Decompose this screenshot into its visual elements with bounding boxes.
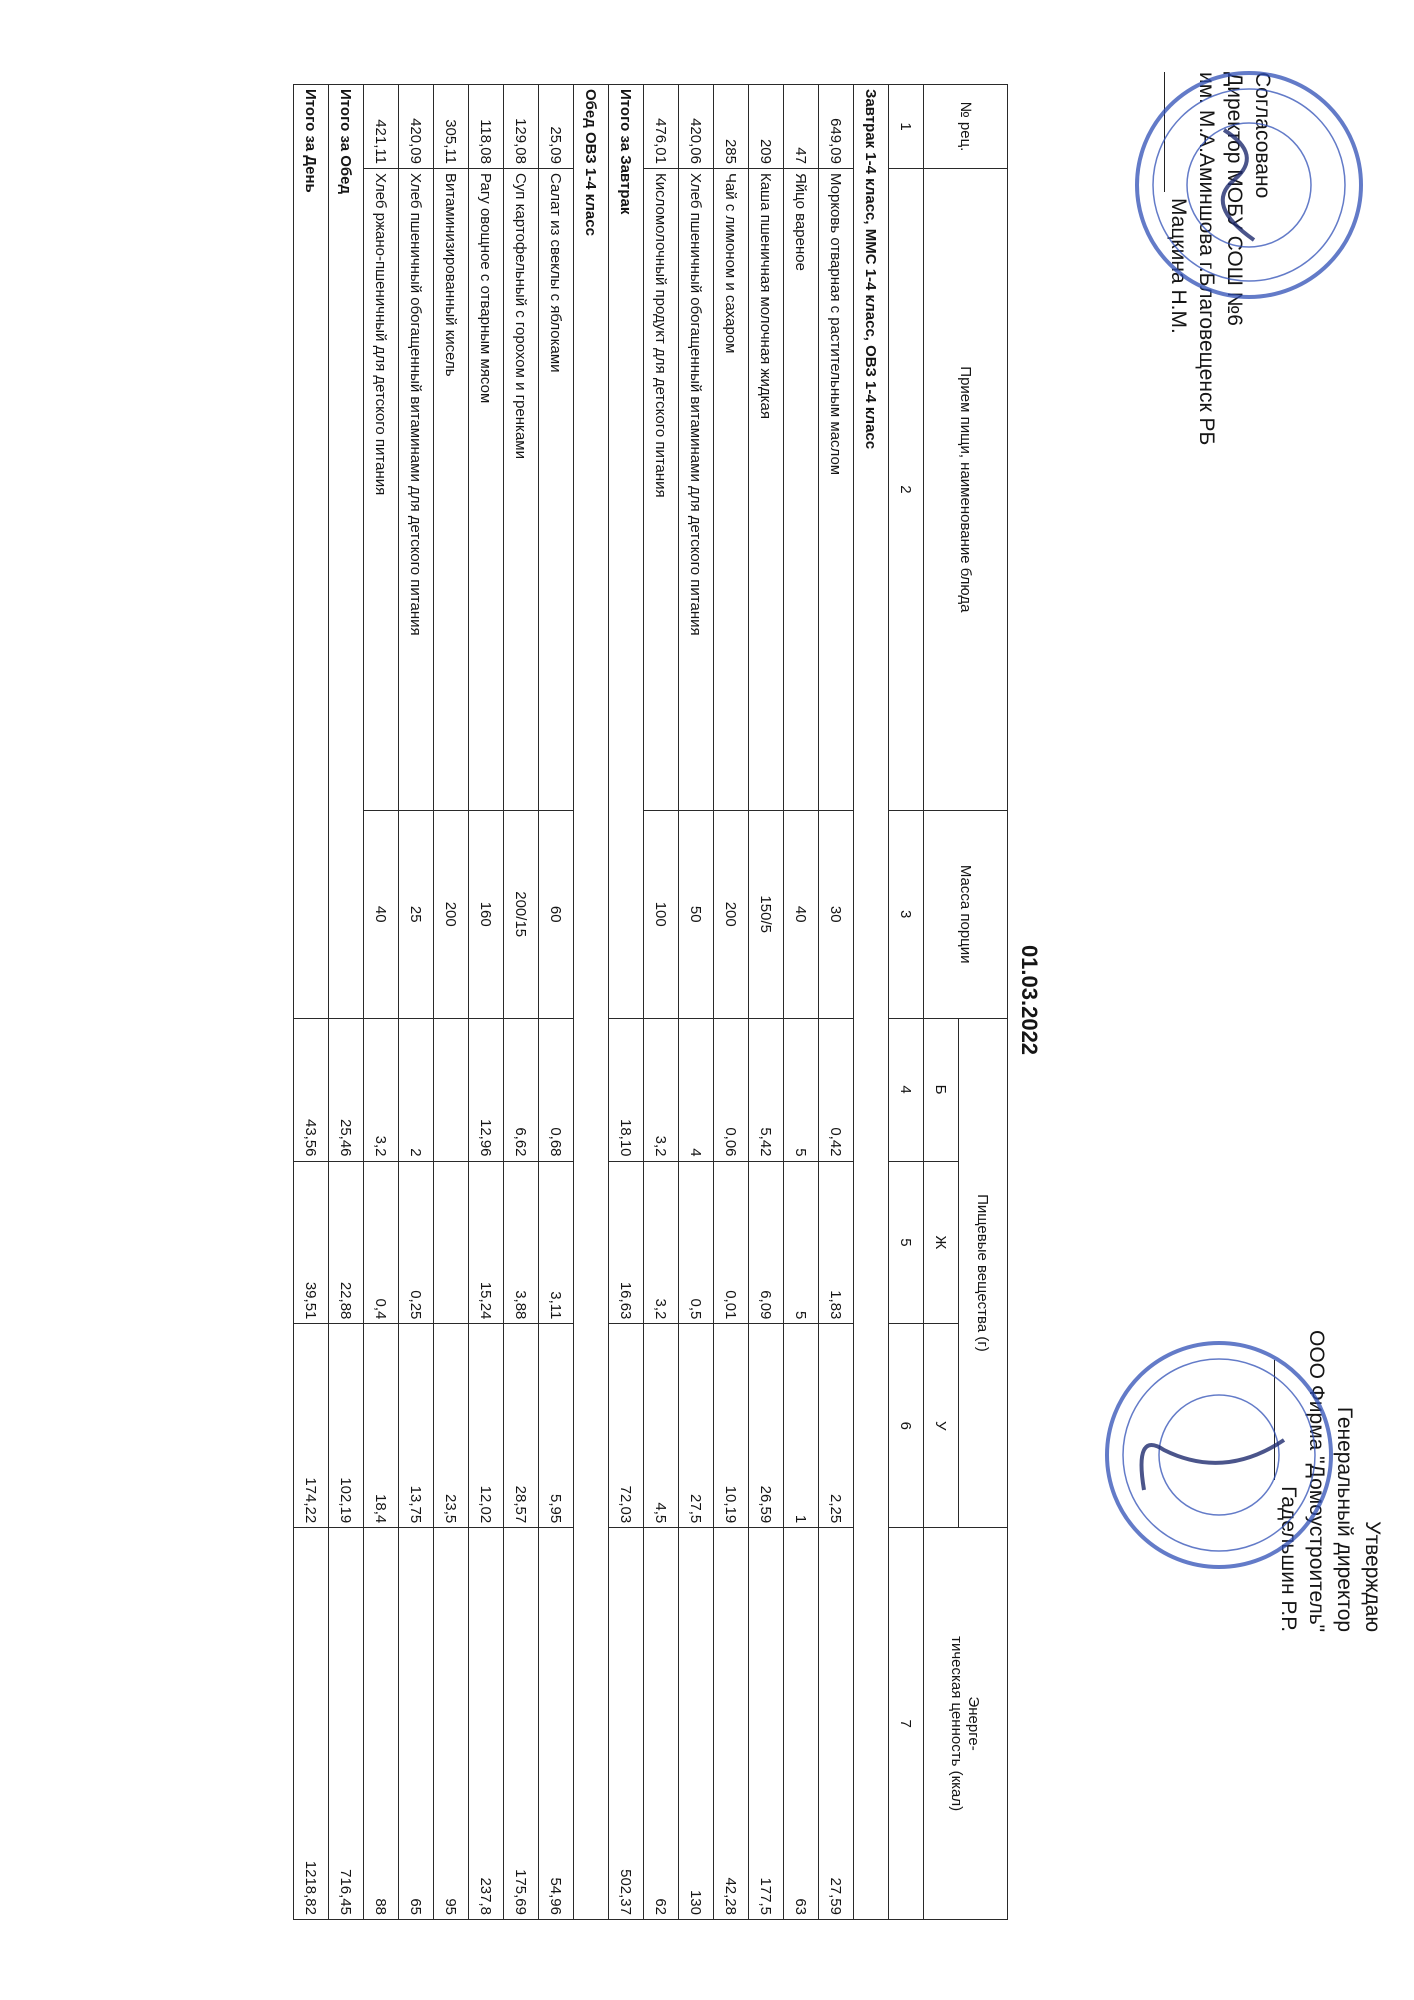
portion-mass: 60 [539, 810, 574, 1018]
carb-value: 23,5 [434, 1324, 469, 1528]
energy-value: 88 [364, 1528, 399, 1920]
total-b: 18,10 [609, 1018, 644, 1161]
table-row [679, 85, 714, 1920]
portion-mass: 200 [434, 810, 469, 1018]
col-number: 4 [889, 1018, 924, 1161]
fat-value [434, 1161, 469, 1324]
fat-value: 6,09 [749, 1161, 784, 1324]
carb-value: 26,59 [749, 1324, 784, 1528]
protein-value: 3,2 [644, 1018, 679, 1161]
col-energy [924, 1528, 1008, 1920]
portion-mass: 200/15 [504, 810, 539, 1018]
fat-value: 0,5 [679, 1161, 714, 1324]
portion-mass: 40 [364, 810, 399, 1018]
total-u: 72,03 [609, 1324, 644, 1528]
fat-value: 1,83 [819, 1161, 854, 1324]
carb-value: 13,75 [399, 1324, 434, 1528]
total-zh: 22,88 [329, 1161, 364, 1324]
energy-value: 177,5 [749, 1528, 784, 1920]
carb-value: 27,5 [679, 1324, 714, 1528]
col-number: 6 [889, 1324, 924, 1528]
col-number: 3 [889, 810, 924, 1018]
protein-value: 12,96 [469, 1018, 504, 1161]
portion-mass: 50 [679, 810, 714, 1018]
col-name: Прием пищи, наименование блюда [924, 168, 1008, 810]
signature-scribble-left [1223, 130, 1254, 240]
total-zh: 39,51 [294, 1161, 329, 1324]
fat-value: 3,88 [504, 1161, 539, 1324]
col-energy-line1: Энерге- [965, 1696, 983, 1751]
carb-value: 4,5 [644, 1324, 679, 1528]
portion-mass: 40 [784, 810, 819, 1018]
carb-value: 10,19 [714, 1324, 749, 1528]
fat-value: 5 [784, 1161, 819, 1324]
fat-value: 0,25 [399, 1161, 434, 1324]
carb-value: 1 [784, 1324, 819, 1528]
protein-value: 4 [679, 1018, 714, 1161]
dish-name: Рагу овощное с отварным мясом [469, 168, 504, 810]
table-header-row [959, 85, 1008, 1920]
protein-value: 5,42 [749, 1018, 784, 1161]
col-number: 2 [889, 168, 924, 810]
carb-value: 2,25 [819, 1324, 854, 1528]
lunch-total-row [329, 85, 364, 1920]
total-energy: 502,37 [609, 1528, 644, 1920]
total-energy: 716,45 [329, 1528, 364, 1920]
table-row [504, 85, 539, 1920]
col-u: У [924, 1324, 959, 1528]
portion-mass: 100 [644, 810, 679, 1018]
total-b: 25,46 [329, 1018, 364, 1161]
breakfast-rows [644, 85, 854, 1920]
total-u: 174,22 [294, 1324, 329, 1528]
dish-name: Хлеб пшеничный обогащенный витаминами для детского питания [399, 168, 434, 810]
protein-value: 0,42 [819, 1018, 854, 1161]
protein-value [434, 1018, 469, 1161]
approval-left-signer: Мацкина Н.М. [1167, 198, 1190, 334]
col-energy-line2: тическая ценность (ккал) [948, 1636, 966, 1812]
portion-mass: 150/5 [749, 810, 784, 1018]
dish-name: Морковь отварная с растительным маслом [819, 168, 854, 810]
dish-name: Каша пшеничная молочная жидкая [749, 168, 784, 810]
energy-value: 130 [679, 1528, 714, 1920]
total-label: Итого за День [294, 85, 329, 1019]
carb-value: 18,4 [364, 1324, 399, 1528]
signature-scribble-right [1142, 1440, 1285, 1490]
dish-name: Салат из свеклы с яблоками [539, 168, 574, 810]
col-number: 1 [889, 85, 924, 169]
col-nutrients: Пищевые вещества (г) [959, 1018, 1008, 1528]
table-row [469, 85, 504, 1920]
menu-date: 01.03.2022 [1017, 944, 1042, 1056]
protein-value: 0,06 [714, 1018, 749, 1161]
energy-value: 65 [399, 1528, 434, 1920]
section-title-row [574, 85, 609, 1920]
fat-value: 0,01 [714, 1161, 749, 1324]
energy-value: 63 [784, 1528, 819, 1920]
energy-value: 54,96 [539, 1528, 574, 1920]
col-number: 7 [889, 1528, 924, 1920]
fat-value: 3,2 [644, 1161, 679, 1324]
total-label: Итого за Обед [329, 85, 364, 1019]
col-zh: Ж [924, 1161, 959, 1324]
recipe-number: 285 [714, 85, 749, 169]
recipe-number: 420,06 [679, 85, 714, 169]
recipe-number: 476,01 [644, 85, 679, 169]
carb-value: 28,57 [504, 1324, 539, 1528]
approval-right-signer: Гадельшин Р.Р. [1277, 1486, 1300, 1633]
recipe-number: 420,09 [399, 85, 434, 169]
protein-value: 6,62 [504, 1018, 539, 1161]
recipe-number: 305,11 [434, 85, 469, 169]
portion-mass: 200 [714, 810, 749, 1018]
breakfast-total-row [609, 85, 644, 1920]
menu-table [293, 84, 1008, 1920]
fat-value: 15,24 [469, 1161, 504, 1324]
school-seal [1124, 60, 1374, 310]
energy-value: 62 [644, 1528, 679, 1920]
table-row [434, 85, 469, 1920]
day-total-row [294, 85, 329, 1920]
protein-value: 5 [784, 1018, 819, 1161]
col-mass: Масса порции [924, 810, 1008, 1018]
table-row [364, 85, 399, 1920]
energy-value: 175,69 [504, 1528, 539, 1920]
dish-name: Чай с лимоном и сахаром [714, 168, 749, 810]
fat-value: 0,4 [364, 1161, 399, 1324]
col-b: Б [924, 1018, 959, 1161]
approval-left-org: им. М.А.Аминшова г.Благовещенск РБ [1195, 72, 1218, 446]
energy-value: 27,59 [819, 1528, 854, 1920]
energy-value: 42,28 [714, 1528, 749, 1920]
breakfast-section-title: Завтрак 1-4 класс, ММС 1-4 класс, ОВЗ 1-4 класс [854, 85, 889, 1920]
approval-right-org: ООО Фирма "Домоустроитель" [1305, 1330, 1328, 1633]
carb-value: 5,95 [539, 1324, 574, 1528]
table-row [784, 85, 819, 1920]
table-row [644, 85, 679, 1920]
portion-mass: 160 [469, 810, 504, 1018]
carb-value: 12,02 [469, 1324, 504, 1528]
dish-name: Кисломолочный продукт для детского питания [644, 168, 679, 810]
lunch-section-title: Обед ОВЗ 1-4 класс [574, 85, 609, 1920]
recipe-number: 118,08 [469, 85, 504, 169]
table-row [749, 85, 784, 1920]
energy-value: 237,8 [469, 1528, 504, 1920]
dish-name: Яйцо вареное [784, 168, 819, 810]
dish-name: Хлеб пшеничный обогащенный витаминами для детского питания [679, 168, 714, 810]
recipe-number: 209 [749, 85, 784, 169]
energy-value: 95 [434, 1528, 469, 1920]
total-u: 102,19 [329, 1324, 364, 1528]
section-title-row [854, 85, 889, 1920]
protein-value: 3,2 [364, 1018, 399, 1161]
protein-value: 2 [399, 1018, 434, 1161]
portion-mass: 30 [819, 810, 854, 1018]
dish-name: Суп картофельный с горохом и гренками [504, 168, 539, 810]
table-row [399, 85, 434, 1920]
total-zh: 16,63 [609, 1161, 644, 1324]
approval-left-title: Согласовано [1251, 72, 1274, 199]
recipe-number: 129,08 [504, 85, 539, 169]
table-row [539, 85, 574, 1920]
approval-right-position: Генеральный директор [1333, 1406, 1356, 1633]
recipe-number: 47 [784, 85, 819, 169]
recipe-number: 25,09 [539, 85, 574, 169]
total-label: Итого за Завтрак [609, 85, 644, 1019]
dish-name: Хлеб ржано-пшеничный для детского питания [364, 168, 399, 810]
recipe-number: 649,09 [819, 85, 854, 169]
column-number-row [889, 85, 924, 1920]
lunch-rows [364, 85, 574, 1920]
table-row [714, 85, 749, 1920]
table-row [819, 85, 854, 1920]
company-seal [1094, 1330, 1344, 1580]
total-b: 43,56 [294, 1018, 329, 1161]
dish-name: Витаминизированный кисель [434, 168, 469, 810]
approval-left-position: Директор МОБУ СОШ №6 [1223, 72, 1246, 326]
total-energy: 1218,82 [294, 1528, 329, 1920]
col-recipe: № рец. [924, 85, 1008, 169]
protein-value: 0,68 [539, 1018, 574, 1161]
portion-mass: 25 [399, 810, 434, 1018]
approval-right-title: Утверждаю [1361, 1521, 1384, 1633]
col-number: 5 [889, 1161, 924, 1324]
fat-value: 3,11 [539, 1161, 574, 1324]
recipe-number: 421,11 [364, 85, 399, 169]
